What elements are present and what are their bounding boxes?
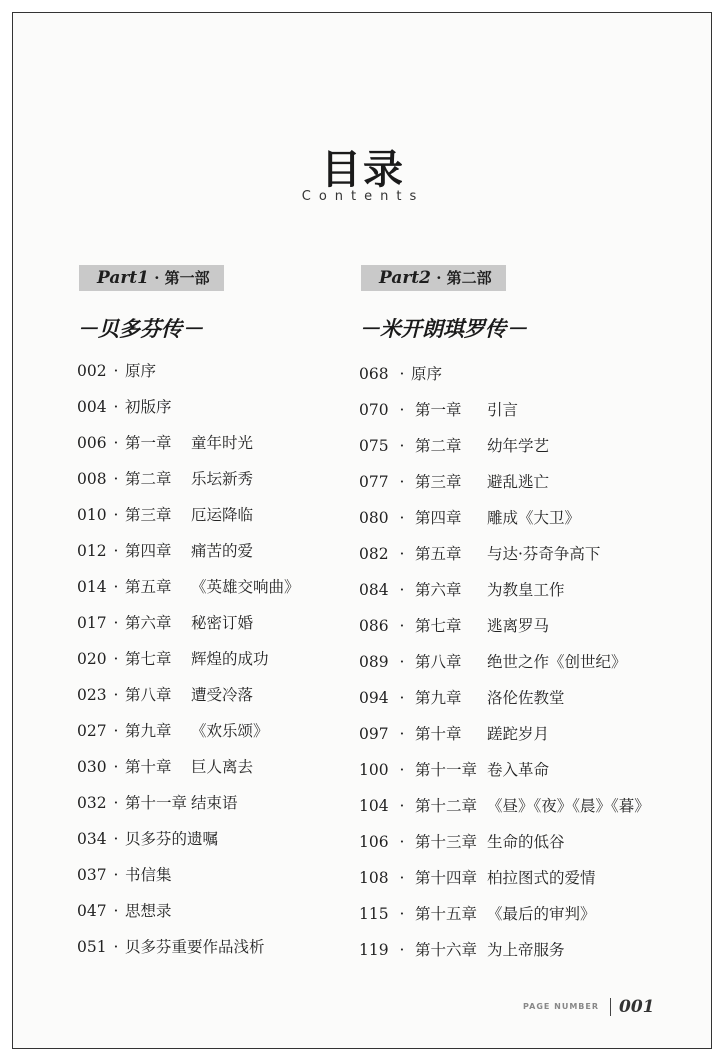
toc-dot-separator: · (399, 545, 405, 563)
toc-dot-separator: · (399, 365, 405, 383)
toc-entry (359, 686, 709, 722)
toc-page-number: 086 (359, 617, 389, 635)
toc-entry (77, 467, 357, 503)
page-subtitle: Contents (301, 189, 425, 204)
toc-page-number: 047 (77, 902, 107, 920)
toc-entry (359, 722, 709, 758)
toc-page-number: 027 (77, 722, 107, 740)
toc-entry-title: 辉煌的成功 (191, 650, 269, 668)
toc-entry (77, 359, 357, 395)
toc-page-number: 051 (77, 938, 107, 956)
toc-dot-separator: · (113, 866, 119, 884)
toc-entry (359, 434, 709, 470)
part2-label (361, 265, 506, 291)
toc-chapter-number: 第一章 (415, 401, 462, 419)
toc-page-number: 082 (359, 545, 389, 563)
toc-entry-title: 厄运降临 (191, 506, 254, 524)
toc-entry (77, 791, 357, 827)
toc-entry (359, 650, 709, 686)
toc-entry (359, 506, 709, 542)
toc-entry (77, 719, 357, 755)
toc-dot-separator: · (113, 542, 119, 560)
toc-chapter-number: 第二章 (125, 470, 172, 488)
toc-dot-separator: · (113, 650, 119, 668)
toc-entry-title: 蹉跎岁月 (487, 725, 550, 743)
toc-chapter-number: 第十二章 (415, 797, 478, 815)
toc-page-number: 115 (359, 905, 389, 923)
toc-chapter-number: 第九章 (415, 689, 462, 707)
toc-page-number: 068 (359, 365, 389, 383)
toc-entry-title: 幼年学艺 (487, 437, 550, 455)
toc-entry-title: 原序 (125, 362, 157, 380)
part1-label-part: Part1 (97, 268, 149, 288)
toc-dot-separator: · (113, 470, 119, 488)
toc-dot-separator: · (399, 761, 405, 779)
toc-dot-separator: · (113, 902, 119, 920)
toc-chapter-number: 第十章 (125, 758, 172, 776)
toc-page-number: 008 (77, 470, 107, 488)
toc-dot-separator: · (399, 509, 405, 527)
toc-entry-title: 卷入革命 (487, 761, 550, 779)
toc-chapter-number: 第二章 (415, 437, 462, 455)
toc-chapter-number: 第一章 (125, 434, 172, 452)
toc-entry (77, 503, 357, 539)
part2-book-title: －米开朗琪罗传－ (359, 316, 527, 341)
toc-chapter-number: 第三章 (415, 473, 462, 491)
toc-dot-separator: · (113, 722, 119, 740)
toc-chapter-number: 第六章 (415, 581, 462, 599)
toc-page-number: 084 (359, 581, 389, 599)
toc-entry-title: 为教皇工作 (487, 581, 565, 599)
part2-toc-list (359, 362, 709, 974)
toc-dot-separator: · (399, 473, 405, 491)
toc-dot-separator: · (399, 797, 405, 815)
toc-chapter-number: 第九章 (125, 722, 172, 740)
page-title: 目录 (321, 146, 405, 193)
toc-page-number: 119 (359, 941, 389, 959)
toc-chapter-number: 第六章 (125, 614, 172, 632)
toc-entry-title: 《昼》《夜》《晨》《暮》 (487, 797, 650, 815)
toc-chapter-number: 第十六章 (415, 941, 478, 959)
toc-dot-separator: · (399, 437, 405, 455)
toc-entry (359, 542, 709, 578)
toc-dot-separator: · (399, 725, 405, 743)
toc-dot-separator: · (113, 578, 119, 596)
toc-dot-separator: · (113, 758, 119, 776)
toc-page-number: 032 (77, 794, 107, 812)
toc-page-number: 075 (359, 437, 389, 455)
toc-dot-separator: · (399, 833, 405, 851)
toc-page-number: 017 (77, 614, 107, 632)
toc-entry (77, 863, 357, 899)
toc-dot-separator: · (399, 689, 405, 707)
toc-page-number: 077 (359, 473, 389, 491)
toc-chapter-number: 第五章 (125, 578, 172, 596)
toc-entry-title: 《最后的审判》 (487, 905, 596, 923)
toc-entry (77, 431, 357, 467)
toc-entry-title: 避乱逃亡 (487, 473, 550, 491)
toc-entry-title: 巨人离去 (191, 758, 254, 776)
toc-entry-title: 贝多芬重要作品浅析 (125, 938, 265, 956)
toc-chapter-number: 第四章 (415, 509, 462, 527)
toc-entry-title: 绝世之作《创世纪》 (487, 653, 627, 671)
toc-chapter-number: 第十三章 (415, 833, 478, 851)
toc-page-number: 004 (77, 398, 107, 416)
toc-page-number: 012 (77, 542, 107, 560)
toc-entry-title: 秘密订婚 (191, 614, 254, 632)
part2-label-part: Part2 (379, 268, 431, 288)
toc-entry (359, 578, 709, 614)
part1-toc-list (77, 359, 357, 971)
toc-entry (77, 575, 357, 611)
page-number-label: PAGE NUMBER (523, 1002, 600, 1011)
toc-chapter-number: 第十四章 (415, 869, 478, 887)
toc-entry-title: 初版序 (125, 398, 172, 416)
toc-page-number: 020 (77, 650, 107, 668)
toc-entry-title: 《英雄交响曲》 (191, 578, 300, 596)
toc-entry (77, 899, 357, 935)
part1-book-title: －贝多芬传－ (77, 316, 203, 341)
toc-entry (77, 935, 357, 971)
toc-page-number: 097 (359, 725, 389, 743)
toc-dot-separator: · (399, 869, 405, 887)
page-number-divider (610, 998, 611, 1016)
toc-chapter-number: 第十一章 (125, 794, 188, 812)
toc-page-number: 006 (77, 434, 107, 452)
toc-page-number: 037 (77, 866, 107, 884)
toc-entry-title: 柏拉图式的爱情 (487, 869, 596, 887)
toc-page-number: 108 (359, 869, 389, 887)
toc-entry-title: 洛伦佐教堂 (487, 689, 565, 707)
toc-dot-separator: · (113, 938, 119, 956)
toc-entry-title: 《欢乐颂》 (191, 722, 269, 740)
part1-label (79, 265, 224, 291)
toc-entry (77, 755, 357, 791)
toc-entry (77, 683, 357, 719)
toc-entry-title: 书信集 (125, 866, 172, 884)
toc-entry-title: 引言 (487, 401, 519, 419)
toc-entry (359, 866, 709, 902)
toc-dot-separator: · (113, 434, 119, 452)
toc-page-number: 104 (359, 797, 389, 815)
toc-chapter-number: 第三章 (125, 506, 172, 524)
toc-entry-title: 贝多芬的遗嘱 (125, 830, 219, 848)
toc-entry-title: 为上帝服务 (487, 941, 565, 959)
toc-entry-title: 雕成《大卫》 (487, 509, 581, 527)
toc-dot-separator: · (399, 581, 405, 599)
toc-chapter-number: 第八章 (125, 686, 172, 704)
toc-entry-title: 童年时光 (191, 434, 254, 452)
page-number: 001 (619, 997, 655, 1017)
toc-dot-separator: · (113, 830, 119, 848)
toc-page-number: 094 (359, 689, 389, 707)
toc-dot-separator: · (399, 941, 405, 959)
part1-label-section: · 第一部 (154, 269, 210, 287)
toc-page-number: 034 (77, 830, 107, 848)
part2-label-section: · 第二部 (436, 269, 492, 287)
toc-dot-separator: · (113, 794, 119, 812)
toc-chapter-number: 第十章 (415, 725, 462, 743)
toc-entry (359, 794, 709, 830)
toc-dot-separator: · (113, 686, 119, 704)
toc-page-number: 080 (359, 509, 389, 527)
toc-page-number: 030 (77, 758, 107, 776)
toc-entry (359, 938, 709, 974)
toc-chapter-number: 第五章 (415, 545, 462, 563)
toc-entry-title: 痛苦的爱 (191, 542, 254, 560)
toc-entry (77, 539, 357, 575)
toc-entry-title: 遭受冷落 (191, 686, 254, 704)
toc-entry (359, 614, 709, 650)
toc-page-number: 070 (359, 401, 389, 419)
toc-page-number: 010 (77, 506, 107, 524)
toc-entry-title: 乐坛新秀 (191, 470, 254, 488)
toc-dot-separator: · (399, 401, 405, 419)
toc-page-number: 100 (359, 761, 389, 779)
toc-entry (77, 647, 357, 683)
toc-dot-separator: · (113, 506, 119, 524)
toc-entry-title: 结束语 (191, 794, 238, 812)
toc-page-number: 014 (77, 578, 107, 596)
toc-page-number: 023 (77, 686, 107, 704)
toc-dot-separator: · (113, 614, 119, 632)
toc-entry (359, 398, 709, 434)
toc-entry-title: 原序 (411, 365, 443, 383)
toc-entry (77, 395, 357, 431)
toc-entry (359, 902, 709, 938)
toc-page-number: 089 (359, 653, 389, 671)
toc-dot-separator: · (113, 398, 119, 416)
toc-entry (359, 830, 709, 866)
toc-entry (359, 470, 709, 506)
toc-dot-separator: · (113, 362, 119, 380)
toc-entry-title: 与达·芬奇争高下 (487, 545, 601, 563)
toc-entry-title: 生命的低谷 (487, 833, 565, 851)
toc-entry (77, 827, 357, 863)
toc-chapter-number: 第八章 (415, 653, 462, 671)
toc-dot-separator: · (399, 617, 405, 635)
toc-chapter-number: 第四章 (125, 542, 172, 560)
toc-page-number: 106 (359, 833, 389, 851)
toc-page-number: 002 (77, 362, 107, 380)
toc-chapter-number: 第十五章 (415, 905, 478, 923)
toc-chapter-number: 第七章 (415, 617, 462, 635)
toc-chapter-number: 第十一章 (415, 761, 478, 779)
toc-dot-separator: · (399, 905, 405, 923)
toc-entry-title: 逃离罗马 (487, 617, 550, 635)
toc-entry-title: 思想录 (125, 902, 172, 920)
toc-chapter-number: 第七章 (125, 650, 172, 668)
toc-entry (77, 611, 357, 647)
toc-dot-separator: · (399, 653, 405, 671)
toc-page (12, 12, 712, 1049)
toc-entry (359, 758, 709, 794)
toc-entry (359, 362, 709, 398)
